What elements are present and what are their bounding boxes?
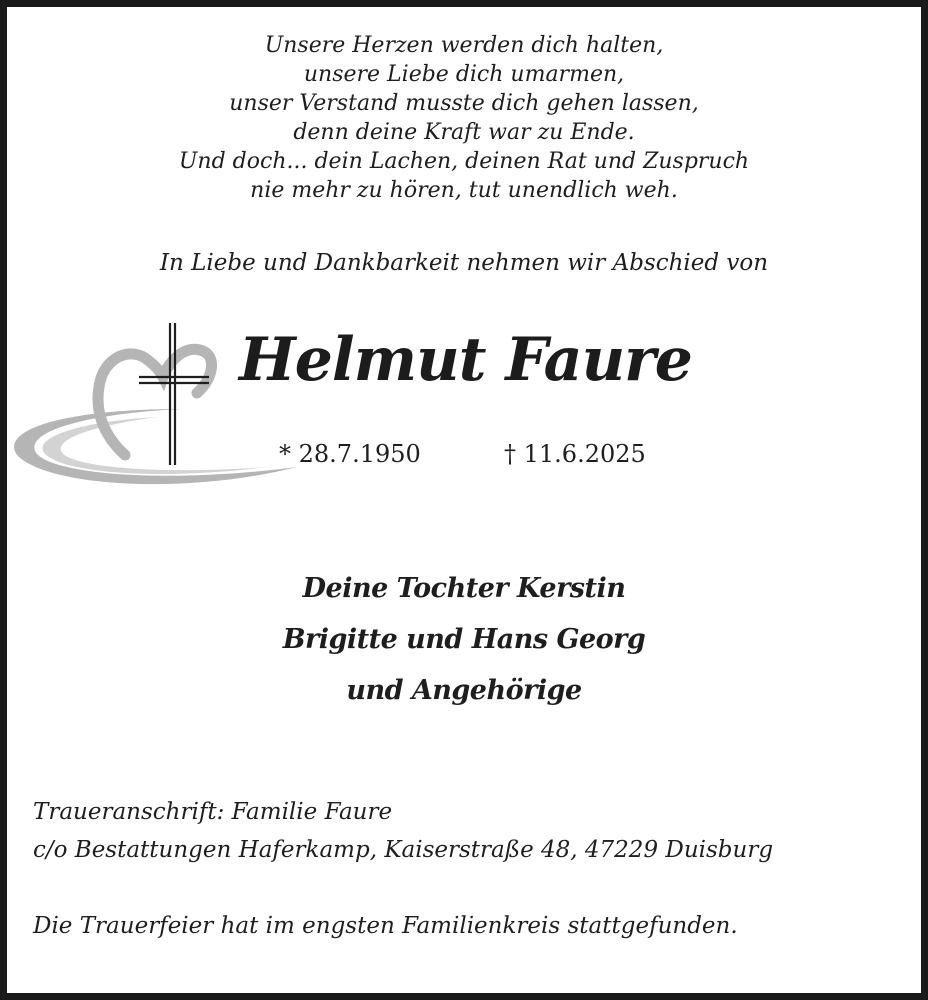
funeral-note: Die Trauerfeier hat im engsten Familienkreis stattgefunden. bbox=[33, 913, 738, 939]
intro-text: In Liebe und Dankbarkeit nehmen wir Abschied von bbox=[159, 250, 769, 276]
family-signatories bbox=[7, 563, 921, 716]
family-line: Brigitte und Hans Georg bbox=[282, 624, 646, 655]
mourning-address bbox=[33, 793, 773, 869]
birth-date: * 28.7.1950 bbox=[279, 440, 421, 468]
poem-line: Und doch... dein Lachen, deinen Rat und Zuspruch bbox=[178, 149, 750, 174]
deceased-name: Helmut Faure bbox=[239, 325, 692, 395]
swoosh-inner bbox=[43, 417, 267, 474]
address-line: c/o Bestattungen Haferkamp, Kaiserstraße 48, 47229 Duisburg bbox=[33, 837, 774, 863]
poem bbox=[7, 31, 921, 205]
death-date: † 11.6.2025 bbox=[504, 440, 646, 468]
family-line: Deine Tochter Kerstin bbox=[302, 573, 626, 604]
family-line: und Angehörige bbox=[346, 675, 582, 706]
poem-line: Unsere Herzen werden dich halten, bbox=[264, 33, 664, 58]
poem-line: nie mehr zu hören, tut unendlich weh. bbox=[250, 178, 678, 203]
poem-line: unsere Liebe dich umarmen, bbox=[303, 62, 625, 87]
address-line: Traueranschrift: Familie Faure bbox=[33, 799, 393, 825]
heart-outline bbox=[98, 349, 212, 455]
poem-line: denn deine Kraft war zu Ende. bbox=[293, 120, 635, 145]
poem-line: unser Verstand musste dich gehen lassen, bbox=[229, 91, 699, 116]
